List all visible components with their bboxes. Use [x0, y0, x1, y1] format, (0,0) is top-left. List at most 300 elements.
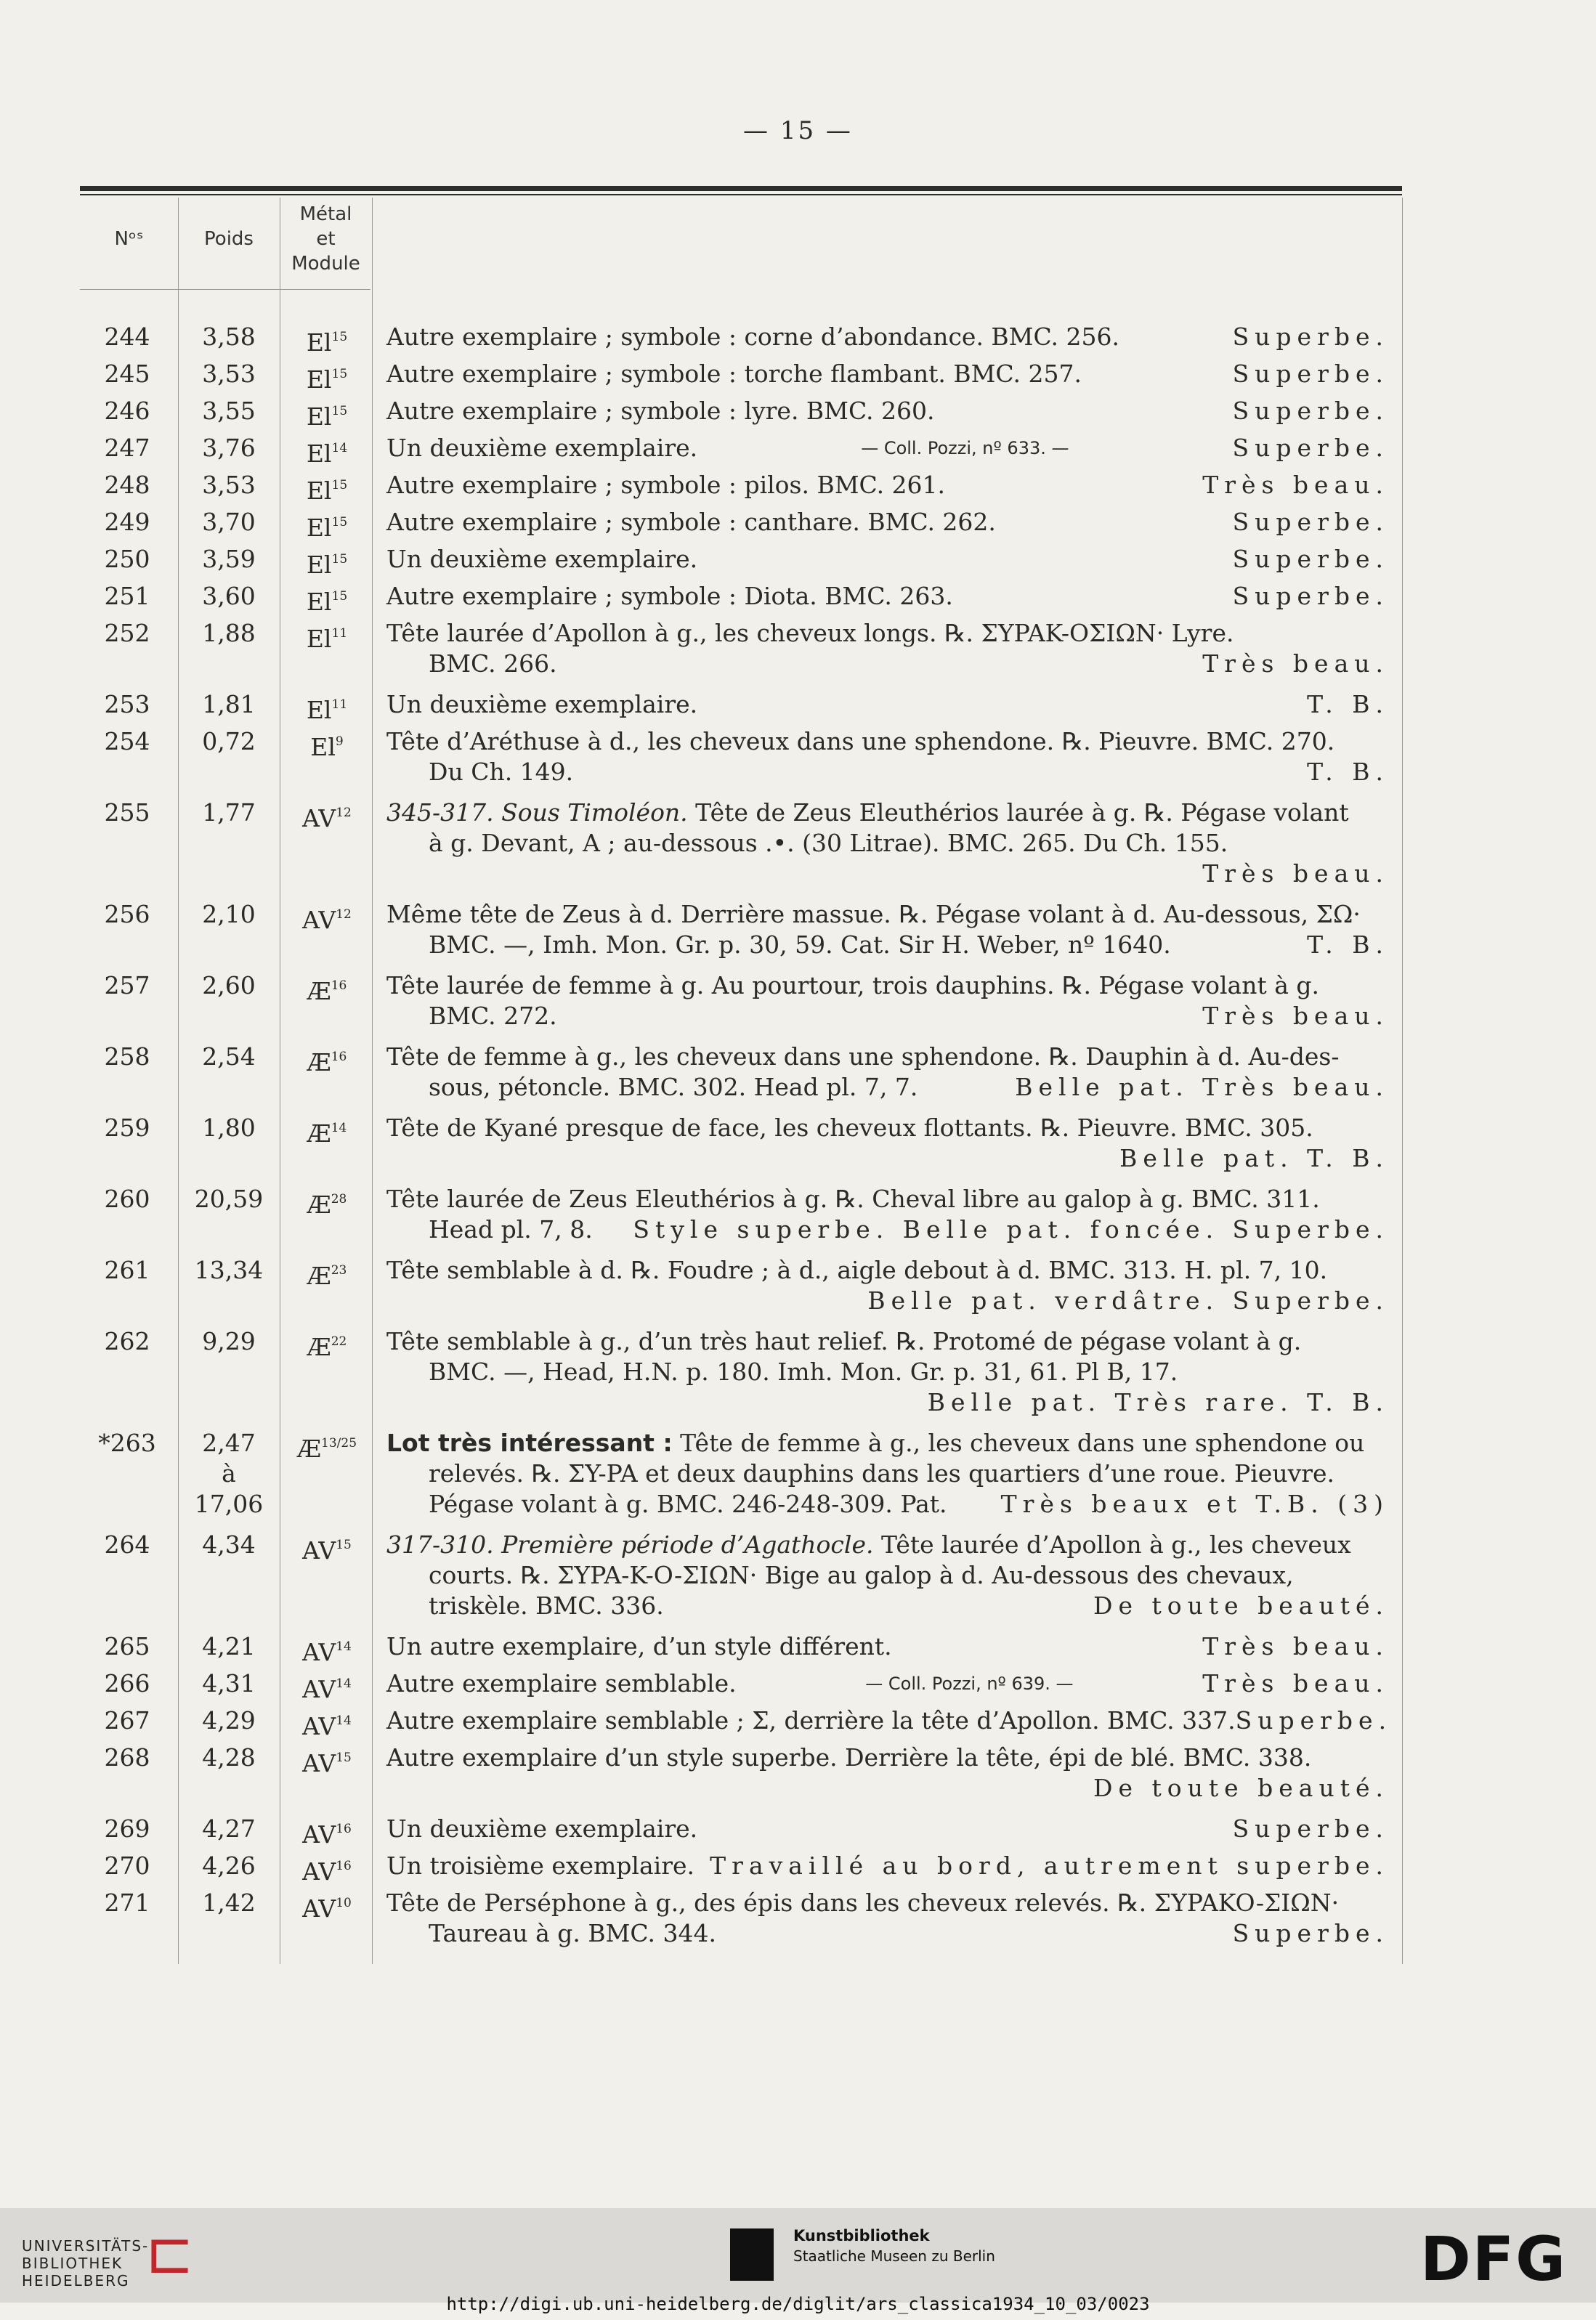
description-line: [386, 1888, 1389, 1918]
description: [386, 1668, 1389, 1699]
quality-grade: De toute beauté.: [1093, 1774, 1389, 1802]
kb-title: Kunstbibliothek: [793, 2227, 930, 2244]
table-row: [0, 1743, 1596, 1814]
quality-grade: Très beau.: [1202, 1002, 1389, 1030]
metal: AV: [302, 1638, 336, 1666]
description-line: [386, 899, 1389, 930]
metal: AV: [302, 1820, 336, 1849]
description-text: [429, 828, 1228, 859]
description: [386, 433, 1389, 463]
metal-module: [282, 1184, 372, 1220]
description: [386, 1530, 1389, 1621]
description-text: [386, 798, 1349, 828]
table-row: [0, 689, 1596, 726]
description: [386, 1743, 1389, 1804]
description: [386, 1255, 1389, 1316]
description-line: [386, 1113, 1389, 1143]
text: Tête semblable à d. ℞. Foudre ; à d., aigle debout à d. BMC. 313. H. pl. 7, 10.: [386, 1256, 1328, 1284]
entry-number: 262: [104, 1327, 150, 1355]
lot-heading: Lot très intéressant :: [386, 1429, 673, 1457]
module: 15: [331, 478, 348, 492]
metal: AV: [302, 1857, 336, 1886]
text: Un autre exemplaire, d’un style différent.: [386, 1632, 892, 1660]
table-row: [0, 1705, 1596, 1743]
text: Un deuxième exemplaire.: [386, 434, 698, 462]
text: BMC. —, Head, H.N. p. 180. Imh. Mon. Gr. p. 31, 61. Pl B, 17.: [429, 1358, 1178, 1386]
metal: Æ: [307, 977, 331, 1005]
description-text: [386, 1113, 1313, 1143]
module: 14: [336, 1639, 352, 1654]
weight: 3,76: [202, 434, 256, 462]
weight: 2,47 à 17,06: [194, 1429, 264, 1518]
description-line: [386, 1214, 1389, 1245]
quality-grade: T. B.: [1307, 758, 1389, 786]
description-line: [386, 1743, 1389, 1773]
ub-heidelberg-label: [22, 2237, 149, 2289]
description: [386, 1851, 1389, 1881]
entry-number: 251: [104, 582, 150, 610]
text: courts. ℞. ΣYPA-K-O-ΣIΩN· Bige au galop à d. Au-dessous des chevaux,: [429, 1561, 1294, 1589]
metal: Æ: [296, 1435, 322, 1463]
table-row: [0, 1042, 1596, 1113]
metal-module: [282, 1428, 372, 1464]
description-line: [386, 1143, 1389, 1174]
description-line: [386, 322, 1389, 352]
kb-subtitle: Staatliche Museen zu Berlin: [793, 2247, 995, 2265]
module: 15: [331, 552, 348, 567]
header-metal-line1: Métal: [299, 203, 352, 225]
table-row: [0, 1668, 1596, 1705]
module: 15: [331, 367, 348, 381]
entry-number: 256: [104, 900, 150, 928]
entry-number: 252: [104, 619, 150, 647]
table-row: [0, 1530, 1596, 1631]
text: Taureau à g. BMC. 344.: [429, 1919, 716, 1947]
weight: 0,72: [202, 727, 256, 755]
module: 16: [331, 978, 347, 993]
metal-module: [282, 544, 372, 580]
description: [386, 396, 1389, 426]
metal-module: [282, 1326, 372, 1363]
description-line: [386, 1705, 1393, 1736]
page-number: — 15 —: [743, 116, 853, 145]
table-row: [0, 1184, 1596, 1255]
description-text: [429, 649, 557, 679]
description-line: [386, 1560, 1389, 1591]
entry-number: *263: [98, 1429, 156, 1457]
entry-number: 271: [104, 1889, 150, 1917]
table-row: [0, 726, 1596, 798]
description: [386, 359, 1389, 389]
metal-module: [282, 726, 372, 763]
metal-module: [282, 1530, 372, 1566]
module: 15: [336, 1538, 352, 1552]
quality-grade: Superbe.: [1232, 1814, 1389, 1843]
collection-note: — Coll. Pozzi, nº 639. —: [865, 1674, 1074, 1694]
metal-module: [282, 1042, 372, 1078]
table-row: [0, 1428, 1596, 1530]
text: Head pl. 7, 8.: [429, 1215, 593, 1244]
text: Tête de Perséphone à g., des épis dans les cheveux relevés. ℞. ΣYPAKO-ΣIΩN·: [386, 1889, 1340, 1917]
description-text: [386, 1743, 1311, 1773]
description-line: [386, 798, 1389, 828]
quality-grade: Superbe.: [1232, 360, 1389, 388]
text: BMC. 266.: [429, 649, 557, 678]
module: 22: [331, 1334, 347, 1349]
description-text: [429, 757, 573, 787]
table-row: [0, 507, 1596, 544]
description-line: [386, 1072, 1389, 1103]
weight: 4,28: [202, 1743, 256, 1772]
description: [386, 689, 1389, 720]
quality-grade: Superbe.: [1232, 397, 1389, 425]
description-text: [386, 1814, 697, 1844]
catalogue-table: [0, 322, 1596, 1959]
text: Autre exemplaire ; symbole : pilos. BMC. 261.: [386, 471, 946, 499]
table-row: [0, 1631, 1596, 1668]
metal-module: [282, 1814, 372, 1850]
text: Autre exemplaire ; symbole : canthare. BMC. 262.: [386, 508, 996, 536]
module: 12: [336, 907, 352, 922]
entry-number: 250: [104, 545, 150, 573]
metal: Æ: [307, 1119, 331, 1148]
module: 15: [336, 1751, 352, 1765]
metal-module: [282, 1888, 372, 1924]
description-line: [386, 1773, 1389, 1804]
description-text: [386, 689, 697, 720]
metal-module: [282, 798, 372, 834]
quality-grade: Superbe.: [1232, 1919, 1389, 1947]
header-metal-line2: et: [316, 228, 336, 250]
module: 14: [331, 441, 348, 455]
description: [386, 470, 1389, 500]
entry-number: 255: [104, 798, 150, 827]
description-text: [386, 544, 697, 575]
metal: AV: [302, 1712, 336, 1740]
entry-number: 245: [104, 360, 150, 388]
metal: El: [306, 365, 332, 394]
module: 15: [331, 404, 348, 418]
module: 11: [331, 697, 348, 712]
entry-number: 269: [104, 1814, 150, 1843]
ub-line3: HEIDELBERG: [22, 2272, 130, 2289]
metal-module: [282, 1113, 372, 1149]
metal: El: [306, 625, 332, 653]
quality-grade: Très beau.: [1202, 859, 1389, 888]
description-text: [386, 1888, 1339, 1918]
description: [386, 899, 1389, 960]
module: 11: [331, 626, 348, 641]
description-line: [386, 1255, 1389, 1286]
module: 15: [331, 330, 348, 344]
quality-grade: Style superbe. Belle pat. foncée. Superbe.: [633, 1215, 1389, 1244]
metal-module: [282, 433, 372, 469]
description: [386, 726, 1389, 787]
description-text: [386, 396, 935, 426]
text: Un deuxième exemplaire.: [386, 690, 698, 718]
text: Autre exemplaire ; symbole : corne d’abondance. BMC. 256.: [386, 323, 1119, 351]
description-text: [386, 1255, 1327, 1286]
weight: 1,88: [202, 619, 256, 647]
quality-grade: Très beau.: [1202, 471, 1389, 499]
entry-number: 259: [104, 1114, 150, 1142]
table-row: [0, 1888, 1596, 1959]
module: 15: [331, 589, 348, 604]
metal-module: [282, 899, 372, 936]
ub-logo-icon: ⊏: [145, 2219, 195, 2287]
description-line: [386, 1668, 1389, 1699]
description-text: [386, 899, 1361, 930]
table-row: [0, 544, 1596, 581]
description-text: [386, 1428, 1364, 1459]
module: 9: [335, 734, 344, 749]
text: Un troisième exemplaire.: [386, 1851, 695, 1880]
text: Autre exemplaire d’un style superbe. Derrière la tête, épi de blé. BMC. 338.: [386, 1743, 1312, 1772]
metal: AV: [302, 1536, 336, 1565]
metal-module: [282, 1255, 372, 1291]
description-text: [386, 1042, 1340, 1072]
text: Tête laurée d’Apollon à g., les cheveux longs. ℞. ΣYPAK-OΣIΩN· Lyre.: [386, 619, 1234, 647]
table-row: [0, 1814, 1596, 1851]
quality-grade: Superbe.: [1232, 323, 1389, 351]
entry-number: 265: [104, 1632, 150, 1660]
entry-number: 253: [104, 690, 150, 718]
text: Autre exemplaire semblable.: [386, 1669, 737, 1698]
description: [386, 618, 1389, 679]
description-text: [386, 1631, 892, 1662]
description-line: [386, 618, 1389, 649]
text: Autre exemplaire semblable ; Σ, derrière la tête d’Apollon. BMC. 337.: [386, 1706, 1236, 1735]
period-heading: 345-317. Sous Timoléon.: [386, 798, 688, 827]
description: [386, 1184, 1389, 1245]
metal-module: [282, 689, 372, 726]
description: [386, 581, 1389, 612]
quality-grade: T. B.: [1307, 930, 1389, 959]
metal: El: [306, 476, 332, 505]
text: Autre exemplaire ; symbole : lyre. BMC. 260.: [386, 397, 935, 425]
module: 10: [336, 1896, 352, 1910]
metal-module: [282, 970, 372, 1007]
module: 12: [336, 806, 352, 820]
metal: El: [310, 733, 336, 761]
weight: 9,29: [202, 1327, 256, 1355]
description-line: [386, 828, 1389, 859]
entry-number: 244: [104, 323, 150, 351]
text: Autre exemplaire ; symbole : Diota. BMC. 263.: [386, 582, 953, 610]
metal: El: [306, 696, 332, 724]
kunstbibliothek-label: [793, 2226, 995, 2266]
description-text: [429, 1357, 1178, 1387]
module: 14: [331, 1121, 347, 1135]
description: [386, 1888, 1389, 1949]
description-text: [429, 1072, 918, 1103]
description: [386, 1705, 1393, 1736]
text: Tête laurée de Zeus Eleuthérios à g. ℞. Cheval libre au galop à g. BMC. 311.: [386, 1185, 1320, 1213]
weight: 3,59: [202, 545, 256, 573]
quality-grade: Superbe.: [1232, 434, 1389, 462]
table-row: [0, 1255, 1596, 1326]
table-row: [0, 396, 1596, 433]
table-row: [0, 899, 1596, 970]
description: [386, 1631, 1389, 1662]
text: à g. Devant, A ; au-dessous .•. (30 Litrae). BMC. 265. Du Ch. 155.: [429, 829, 1228, 857]
description-line: [386, 1591, 1389, 1621]
metal: AV: [302, 1749, 336, 1777]
weight: 4,26: [202, 1851, 256, 1880]
metal-module: [282, 359, 372, 395]
weight: 1,81: [202, 690, 256, 718]
text: relevés. ℞. ΣY-PA et deux dauphins dans les quartiers d’une roue. Pieuvre.: [429, 1459, 1335, 1488]
description-line: [386, 930, 1389, 960]
metal: Æ: [307, 1333, 331, 1361]
header-metal: [280, 202, 372, 276]
entry-number: 258: [104, 1042, 150, 1071]
entry-number: 267: [104, 1706, 150, 1735]
weight: 4,21: [202, 1632, 256, 1660]
entry-number: 249: [104, 508, 150, 536]
description-line: [386, 507, 1389, 538]
table-row: [0, 433, 1596, 470]
entry-number: 248: [104, 471, 150, 499]
description-line: [386, 1286, 1389, 1316]
description-line: [386, 1489, 1389, 1520]
description: [386, 1428, 1389, 1520]
metal: AV: [302, 804, 336, 832]
metal: El: [306, 514, 332, 542]
weight: 3,53: [202, 360, 256, 388]
weight: 2,54: [202, 1042, 256, 1071]
quality-grade: Belle pat. T. B.: [1119, 1144, 1389, 1172]
ub-line1: UNIVERSITÄTS-: [22, 2237, 150, 2255]
text: BMC. —, Imh. Mon. Gr. p. 30, 59. Cat. Sir H. Weber, nº 1640.: [429, 930, 1171, 959]
module: 23: [331, 1263, 347, 1278]
metal-module: [282, 1668, 372, 1705]
description: [386, 1042, 1389, 1103]
module: 16: [336, 1822, 352, 1836]
text: Tête de femme à g., les cheveux dans une sphendone. ℞. Dauphin à d. Au-des-: [386, 1042, 1340, 1071]
weight: 2,10: [202, 900, 256, 928]
metal-module: [282, 1851, 372, 1887]
description-text: [386, 1184, 1320, 1214]
text: Même tête de Zeus à d. Derrière massue. ℞. Pégase volant à d. Au-dessous, ΣΩ·: [386, 900, 1361, 928]
description-text: [429, 930, 1171, 960]
description-text: [386, 1326, 1301, 1357]
text: Tête de femme à g., les cheveux dans une sphendone ou: [672, 1429, 1365, 1457]
collection-note: — Coll. Pozzi, nº 633. —: [861, 438, 1069, 458]
module: 16: [331, 1050, 347, 1064]
weight: 3,53: [202, 471, 256, 499]
quality-grade: Superbe.: [1232, 582, 1389, 610]
text: Tête d’Aréthuse à d., les cheveux dans une sphendone. ℞. Pieuvre. BMC. 270.: [386, 727, 1335, 755]
description-line: [386, 1459, 1389, 1489]
weight: 3,70: [202, 508, 256, 536]
metal-module: [282, 322, 372, 358]
entry-number: 266: [104, 1669, 150, 1698]
description-line: [386, 1042, 1389, 1072]
text: Un deuxième exemplaire.: [386, 1814, 698, 1843]
metal: El: [306, 551, 332, 579]
description-line: [386, 581, 1389, 612]
text: Tête de Kyané presque de face, les cheveux flottants. ℞. Pieuvre. BMC. 305.: [386, 1114, 1313, 1142]
description: [386, 1113, 1389, 1174]
header-poids: Poids: [204, 228, 254, 250]
metal: AV: [302, 1675, 336, 1703]
metal: Æ: [307, 1048, 331, 1076]
text: Autre exemplaire ; symbole : torche flambant. BMC. 257.: [386, 360, 1082, 388]
weight: 4,29: [202, 1706, 256, 1735]
metal: El: [306, 439, 332, 468]
quality-grade: Belle pat. Très beau.: [1015, 1073, 1389, 1101]
entry-number: 247: [104, 434, 150, 462]
text: Du Ch. 149.: [429, 758, 574, 786]
description-text: [386, 1668, 737, 1699]
description-line: [386, 359, 1389, 389]
description-line: [386, 1326, 1389, 1357]
weight: 20,59: [194, 1185, 264, 1213]
description-text: [429, 1489, 947, 1520]
module: 14: [336, 1713, 352, 1728]
metal-module: [282, 1743, 372, 1779]
source-url[interactable]: http://digi.ub.uni-heidelberg.de/diglit/ars_classica1934_10_03/0023: [446, 2294, 1150, 2314]
description-text: [386, 726, 1334, 757]
description-line: [386, 1387, 1389, 1418]
text: Tête laurée de femme à g. Au pourtour, trois dauphins. ℞. Pégase volant à g.: [386, 971, 1320, 999]
weight: 3,58: [202, 323, 256, 351]
description-line: [386, 726, 1389, 757]
metal: AV: [302, 906, 336, 934]
description-text: [429, 1591, 664, 1621]
quality-grade: Superbe.: [1232, 545, 1389, 573]
entry-number: 257: [104, 971, 150, 999]
quality-grade: Superbe.: [1235, 1706, 1393, 1735]
description-text: [386, 433, 697, 463]
weight: 4,34: [202, 1530, 256, 1559]
description-line: [386, 396, 1389, 426]
table-row: [0, 970, 1596, 1042]
description-text: [386, 1530, 1351, 1560]
table-row: [0, 1326, 1596, 1428]
description-line: [386, 689, 1389, 720]
description-text: [386, 618, 1234, 649]
description: [386, 544, 1389, 575]
table-row: [0, 1851, 1596, 1888]
quality-grade: Très beau.: [1202, 649, 1389, 678]
entry-number: 270: [104, 1851, 150, 1880]
module: 13/25: [321, 1436, 357, 1451]
weight: 4,27: [202, 1814, 256, 1843]
table-row: [0, 618, 1596, 689]
description-text: [386, 507, 996, 538]
dfg-logo: DFG: [1420, 2223, 1568, 2295]
description-line: [386, 1001, 1389, 1031]
period-heading: 317-310. Première période d’Agathocle.: [386, 1530, 874, 1559]
description-text: [386, 1851, 694, 1881]
weight: 1,42: [202, 1889, 256, 1917]
description-line: [386, 1814, 1389, 1844]
table-row: [0, 322, 1596, 359]
description-line: [386, 433, 1389, 463]
description: [386, 798, 1389, 889]
table-row: [0, 1113, 1596, 1184]
quality-grade: Très beaux et T.B. (3): [1000, 1490, 1389, 1518]
description-line: [386, 470, 1389, 500]
text: Tête laurée d’Apollon à g., les cheveux: [873, 1530, 1351, 1559]
description-text: [429, 1001, 557, 1031]
module: 16: [336, 1859, 352, 1873]
module: 28: [331, 1192, 347, 1206]
table-row: [0, 581, 1596, 618]
module: 14: [336, 1676, 352, 1691]
